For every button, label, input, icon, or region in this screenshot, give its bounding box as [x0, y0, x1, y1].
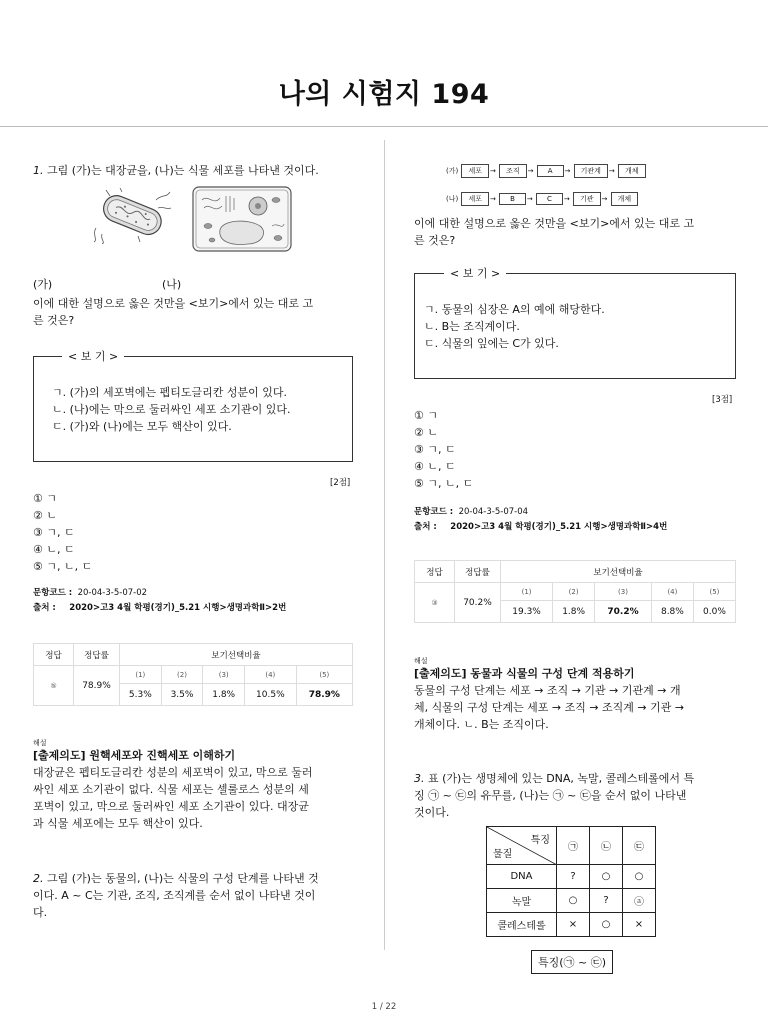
q2-stats-value: 0.0%	[693, 601, 735, 623]
q1-meta	[33, 586, 286, 616]
q3-cell: ×	[557, 913, 590, 937]
title-divider	[0, 126, 768, 127]
q3-row-name: DNA	[487, 865, 557, 889]
bacterium-illustration	[92, 188, 172, 244]
q1-stats-choice: (3)	[203, 666, 245, 684]
q1-stats-choice: (5)	[296, 666, 352, 684]
q1-source: 2020>고3 4월 학평(경기)_5.21 시행>생명과학Ⅱ>2번	[69, 603, 287, 613]
q2-number: 2.	[33, 872, 44, 885]
q3-cell: ○	[590, 913, 623, 937]
q3-caption: 특징(㉠ ~ ㉢)	[531, 950, 613, 974]
q2-option[interactable]: ① ㄱ	[414, 409, 438, 422]
q1-option[interactable]: ⑤ ㄱ, ㄴ, ㄷ	[33, 560, 93, 573]
q1-stats-answer: ⑤	[34, 666, 74, 706]
q2-stats-value: 19.3%	[501, 601, 553, 623]
q1-ask-line: 른 것은?	[33, 314, 75, 327]
q1-code-label: 문항코드 :	[33, 588, 73, 598]
q1-stats-h-answer: 정답	[34, 644, 74, 666]
q2-option[interactable]: ③ ㄱ, ㄷ	[414, 443, 456, 456]
q3-stem-line: 표 (가)는 생명체에 있는 DNA, 녹말, 콜레스테롤에서 특	[428, 772, 695, 785]
q2-expl-heading: [출제의도] 동물과 식물의 구성 단계 적용하기	[414, 667, 635, 680]
q2-explanation	[414, 682, 736, 733]
q3-table-col: ㉠	[557, 827, 590, 865]
q1-stem-text: 그림 (가)는 대장균을, (나)는 식물 세포를 나타낸 것이다.	[47, 164, 319, 177]
q2-points: [3점]	[712, 395, 733, 405]
column-divider	[384, 140, 385, 950]
q2-option[interactable]: ④ ㄴ, ㄷ	[414, 460, 456, 473]
q2-flow-step: C	[536, 193, 563, 205]
q2-stem-line: 이다. A ~ C는 기관, 조직, 조직계를 순서 없이 나타낸 것이	[33, 889, 316, 902]
q1-label-a: (가)	[33, 278, 53, 291]
q1-ask-line: 이에 대한 설명으로 옳은 것만을 <보기>에서 있는 대로 고	[33, 297, 314, 310]
q1-expl-tag: 해설	[33, 739, 47, 747]
q2-bogi-list	[424, 301, 605, 352]
q2-flow-step: 개체	[611, 192, 639, 206]
q1-option[interactable]: ② ㄴ	[33, 509, 57, 522]
q2-stats-choice: (2)	[553, 583, 595, 601]
q1-bogi-list	[52, 384, 290, 435]
q2-flow-step: 기관계	[574, 164, 608, 178]
q2-meta	[414, 505, 667, 535]
q2-flow-label: (나)	[446, 195, 459, 203]
q2-flow-step: 개체	[618, 164, 646, 178]
q1-stats-value: 3.5%	[161, 684, 203, 706]
q1-stats-rate: 78.9%	[74, 666, 120, 706]
page-title: 나의 시험지 194	[278, 79, 490, 110]
q1-bogi-item: ㄷ. (가)와 (나)에는 모두 핵산이 있다.	[52, 420, 232, 433]
q3-cell: ⓐ	[623, 889, 656, 913]
q2-ask-line: 른 것은?	[414, 234, 456, 247]
q2-code: 20-04-3-5-07-04	[458, 507, 529, 517]
q2-option[interactable]: ⑤ ㄱ, ㄴ, ㄷ	[414, 477, 474, 490]
q3-cell: ○	[623, 865, 656, 889]
q3-stem-line: 징 ㉠ ~ ㉢의 유무를, (나)는 ㉠ ~ ㉢을 순서 없이 나타낸	[414, 789, 687, 802]
q3-table-col: ㉢	[623, 827, 656, 865]
q2-flow-step: 세포	[461, 192, 489, 206]
q2-flow-label: (가)	[446, 167, 459, 175]
table-row	[487, 913, 656, 937]
q1-options	[33, 490, 92, 575]
q3-cell: ?	[590, 889, 623, 913]
q3-cell: ?	[557, 865, 590, 889]
q2-stem-line: 다.	[33, 906, 48, 919]
q1-stats-h-rate: 정답률	[74, 644, 120, 666]
q2-expl-line: 체, 식물의 구성 단계는 세포 → 조직 → 조직계 → 기관 →	[414, 701, 685, 714]
q2-stats-choice: (3)	[595, 583, 652, 601]
q1-bogi-item: ㄴ. (나)에는 막으로 둘러싸인 세포 소기관이 있다.	[52, 403, 291, 416]
q1-stem	[33, 162, 319, 179]
q1-expl-line: 대장균은 펩티도글리칸 성분의 세포벽이 있고, 막으로 둘러	[33, 766, 313, 779]
q1-expl-heading: [출제의도] 원핵세포와 진핵세포 이해하기	[33, 749, 236, 762]
q3-table-corner-bottom: 물질	[493, 849, 513, 860]
page-number: 1 / 22	[371, 1002, 397, 1012]
q2-stats-choice: (1)	[501, 583, 553, 601]
q3-row-name: 콜레스테롤	[487, 913, 557, 937]
q3-row-name: 녹말	[487, 889, 557, 913]
q2-code-label: 문항코드 :	[414, 507, 454, 517]
q1-stats-value: 1.8%	[203, 684, 245, 706]
q3-cell: ○	[590, 865, 623, 889]
q1-stats-table	[33, 643, 353, 706]
q2-flow-step: B	[499, 193, 526, 205]
q2-flow-step: 조직	[499, 164, 527, 178]
q3-table-corner-top: 특징	[530, 835, 550, 846]
q1-stats-choice: (1)	[120, 666, 162, 684]
q2-stats-choice: (4)	[651, 583, 693, 601]
q1-expl-line: 포벽이 있고, 막으로 둘러싸인 세포 소기관이 있다. 대장균	[33, 800, 309, 813]
q1-points: [2점]	[330, 478, 351, 488]
q2-stats-value: 1.8%	[553, 601, 595, 623]
q1-stats-value: 5.3%	[120, 684, 162, 706]
q2-stem-line: 그림 (가)는 동물의, (나)는 식물의 구성 단계를 나타낸 것	[47, 872, 319, 885]
q2-stats-answer: ③	[415, 583, 455, 623]
q3-cell: ×	[623, 913, 656, 937]
q1-stats-h-choice: 보기선택비율	[120, 644, 353, 666]
table-row	[487, 889, 656, 913]
q1-stats-choice: (4)	[245, 666, 297, 684]
q2-stats-choice: (5)	[693, 583, 735, 601]
q1-number: 1.	[33, 164, 44, 177]
q2-ask	[414, 215, 736, 249]
q2-expl-line: 동물의 구성 단계는 세포 → 조직 → 기관 → 기관계 → 개	[414, 684, 681, 697]
q3-trait-table	[486, 826, 656, 937]
q1-explanation	[33, 764, 355, 832]
q2-flow-animal: (가) 세포 → 조직 → A → 기관계 → 개체	[446, 164, 647, 178]
q1-option[interactable]: ① ㄱ	[33, 492, 57, 505]
q3-table-corner	[487, 827, 557, 865]
q3-cell: ○	[557, 889, 590, 913]
q1-option[interactable]: ③ ㄱ, ㄷ	[33, 526, 75, 539]
q2-flow-step: 기관	[573, 192, 601, 206]
q2-stats-h-rate: 정답률	[455, 561, 501, 583]
q2-stats-value: 8.8%	[651, 601, 693, 623]
q2-bogi-title: < 보 기 >	[444, 265, 506, 281]
q1-stats-value-correct: 78.9%	[296, 684, 352, 706]
q2-bogi-item: ㄷ. 식물의 잎에는 C가 있다.	[424, 337, 559, 350]
q2-ask-line: 이에 대한 설명으로 옳은 것만을 <보기>에서 있는 대로 고	[414, 217, 695, 230]
q2-bogi-item: ㄱ. 동물의 심장은 A의 예에 해당한다.	[424, 303, 605, 316]
q1-option[interactable]: ④ ㄴ, ㄷ	[33, 543, 75, 556]
q1-bogi-title: < 보 기 >	[62, 348, 124, 364]
q3-table-col: ㉡	[590, 827, 623, 865]
q2-source: 2020>고3 4월 학평(경기)_5.21 시행>생명과학Ⅱ>4번	[450, 522, 668, 532]
q2-bogi-item: ㄴ. B는 조직계이다.	[424, 320, 520, 333]
q3-stem-line: 것이다.	[414, 806, 450, 819]
table-row	[487, 865, 656, 889]
q2-expl-tag: 해설	[414, 657, 428, 665]
q1-stats-choice: (2)	[161, 666, 203, 684]
q2-flow-step: 세포	[461, 164, 489, 178]
q1-label-b: (나)	[162, 278, 182, 291]
q2-stats-rate: 70.2%	[455, 583, 501, 623]
q1-ask	[33, 295, 353, 329]
q1-code: 20-04-3-5-07-02	[77, 588, 148, 598]
q1-source-label: 출처 :	[33, 603, 56, 613]
q3-number: 3.	[414, 772, 425, 785]
q1-bogi-item: ㄱ. (가)의 세포벽에는 펩티도글리칸 성분이 있다.	[52, 386, 287, 399]
q2-stem	[33, 870, 355, 921]
q2-stats-h-choice: 보기선택비율	[501, 561, 736, 583]
q2-stats-h-answer: 정답	[415, 561, 455, 583]
q1-expl-line: 싸인 세포 소기관이 없다. 식물 세포는 셀룰로스 성분의 세	[33, 783, 309, 796]
q2-option[interactable]: ② ㄴ	[414, 426, 438, 439]
q2-flow-plant: (나) 세포 → B → C → 기관 → 개체	[446, 192, 639, 206]
q1-expl-line: 과 식물 세포에는 모두 핵산이 있다.	[33, 817, 203, 830]
q2-stats-value-correct: 70.2%	[595, 601, 652, 623]
q2-expl-line: 개체이다. ㄴ. B는 조직이다.	[414, 718, 549, 731]
q2-source-label: 출처 :	[414, 522, 437, 532]
q2-stats-table	[414, 560, 736, 623]
q2-options	[414, 407, 473, 492]
plant-cell-illustration	[192, 186, 292, 252]
q1-stats-value: 10.5%	[245, 684, 297, 706]
q2-flow-step: A	[537, 165, 564, 177]
q3-stem	[414, 770, 736, 821]
